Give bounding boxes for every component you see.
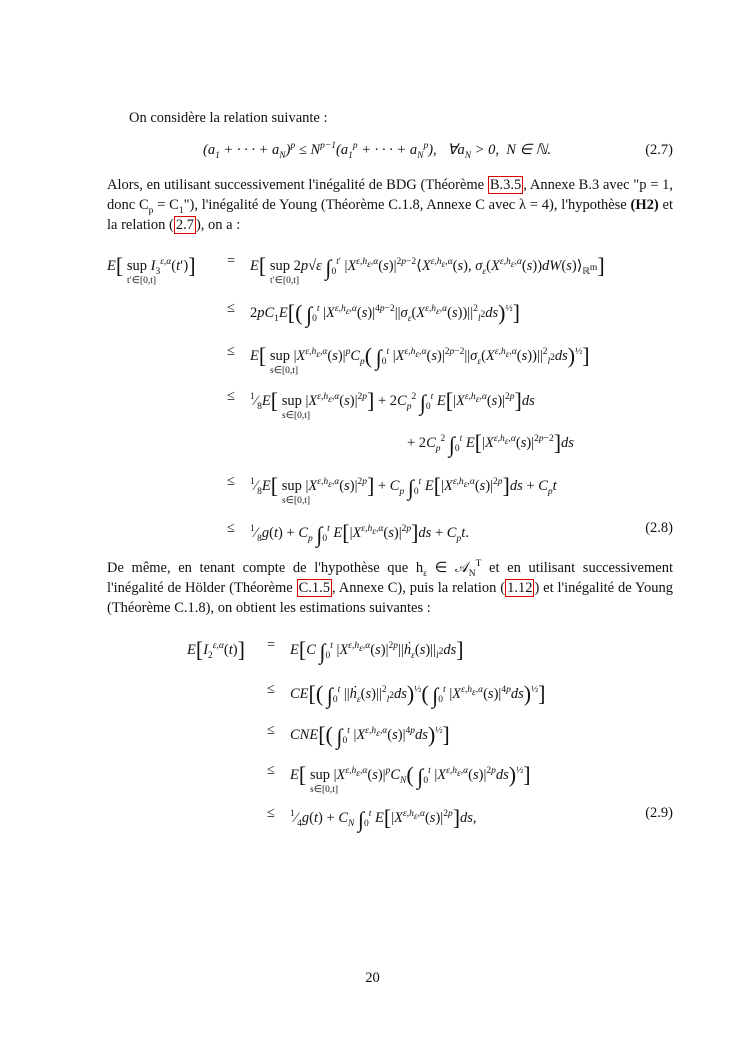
equation-2-7: ($a_1$ + · · · + $a_N)^p \le N^{p-1}(a_1^p$ + · · · + $a_N^p$), $\forall a_N > 0$, N ∈ ℕ. (203, 141, 551, 161)
paragraph-bdg: Alors, en utilisant successivement l'inégalité de BDG (Théorème B.3.5 , Annexe B.3 avec "p = 1, donc $C_p$ = $C_1$"), l'inégalité de Young (Théorème C.1.8, Annexe C avec λ = 4), l'hypothèse (H2) et la relation ( 2.7 ), on a : (107, 177, 673, 233)
eq29-line-1: E[C $\int_0^t$ $|X^{\varepsilon,h_\varepsilon,\alpha}(s)|^{2p}||ḣ_\varepsilon(s)||_{l^2}ds$] (290, 637, 464, 664)
ref-link-1-12[interactable]: 1.12 (507, 580, 533, 596)
eq28-lhs: E[ sup $I_3^{\varepsilon,\alpha}(t')$] t′∈[0,t] (107, 253, 196, 286)
equation-number-2-8: (2.8) (645, 520, 673, 536)
eq28-line-1: E[ sup 2p√ε $\int_0^{t'}$ $|X^{\varepsilon,h_\varepsilon,\alpha}(s)|^{2p-2}⟨X^{\varepsilon,h_\varepsilon,\alpha}(s)$, $\sigma_\varepsilon(X^{\varepsilon,h_\varepsilon,\alpha}(s))dW(s)⟩_{ℝ^m}$] t′∈[0,t] (250, 253, 605, 286)
eq29-line-5: $^1⁄_4g(t) + C_N$ $\int_0^t$ $E[|X^{\varepsilon,h_\varepsilon,\alpha}(s)|^{2p}]ds$, (290, 805, 477, 832)
equation-number-2-7: (2.7) (645, 142, 673, 158)
intro-text: On considère la relation suivante : (129, 110, 328, 126)
eq29-line-3: CNE[( $\int_0^t$ $|X^{\varepsilon,h_\varepsilon,\alpha}(s)|^{4p}ds)^{\frac{1}{2}}$] (290, 722, 450, 749)
eq28-line-2: $2pC_1E$[( $\int_0^t$ $|X^{\varepsilon,h_\varepsilon,\alpha}(s)|^{4p-2}||\sigma_\varepsilon(X^{\varepsilon,h_\varepsilon,\alpha}(s))||^2_{l^2}ds)^{\frac{1}{2}}$] (250, 300, 520, 327)
paragraph-holder: De même, en tenant compte de l'hypothèse que $h_\varepsilon$ ∈ 𝒜$_N^T$ et en utilisant successivement l'inégalité de Hölder (Théorème C.1.5 , Annexe C), puis la relation ( 1.12 ) et l'inégalité de Young (Théorème C.1.8), on obtient les estimations suivantes : (107, 559, 673, 616)
eq29-line-2: CE[( $\int_0^t$ $||ḣ_\varepsilon(s)||^2_{l^2}ds)^{\frac{1}{2}}$( $\int_0^t$ $|X^{\varepsilon,h_\varepsilon,\alpha}(s)|^{4p}ds)^{\frac{1}{2}}$] (290, 681, 546, 708)
eq29-lhs: $E[I_2^{\varepsilon,\alpha}(t)]$ (187, 637, 245, 662)
eq28-line-3: E[ sup $|X^{\varepsilon,h_\varepsilon,\alpha}(s)|^pC_p$( $\int_0^t$ $|X^{\varepsilon,h_\varepsilon,\alpha}(s)|^{2p-2}||\sigma_\varepsilon(X^{\varepsilon,h_\varepsilon,\alpha}(s))||^2_{l^2}ds)^{\frac{1}{2}}$] s∈[0,t] (250, 343, 590, 376)
equation-number-2-9: (2.9) (645, 805, 673, 821)
ref-link-2-7[interactable]: 2.7 (175, 217, 194, 233)
eq28-line-5: + $2C_p^2$ $\int_0^t$ $E[|X^{\varepsilon,h_\varepsilon,\alpha}(s)|^{2p-2}]ds$ (407, 430, 574, 457)
ref-link-c15[interactable]: C.1.5 (298, 580, 331, 596)
ref-link-b35[interactable]: B.3.5 (489, 177, 522, 193)
eq28-line-7: $^1⁄_8g(t) + C_p$ $\int_0^t$ $E[|X^{\varepsilon,h_\varepsilon,\alpha}(s)|^{2p}]ds + C_pt$. (250, 520, 469, 547)
eq29-line-4: E[ sup $|X^{\varepsilon,h_\varepsilon,\alpha}(s)|^pC_N$( $\int_0^t$ $|X^{\varepsilon,h_\varepsilon,\alpha}(s)|^{2p}ds)^{\frac{1}{2}}$] s∈[0,t] (290, 762, 531, 795)
eq28-line-6: $^1⁄_8E$[ sup $|X^{\varepsilon,h_\varepsilon,\alpha}(s)|^{2p}] + C_p$ $\int_0^t$ $E[|X^{\varepsilon,h_\varepsilon,\alpha}(s)|^{2p}]ds + C_pt$ s∈[0,t] (250, 473, 557, 506)
eq28-line-4: $^1⁄_8E$[ sup $|X^{\varepsilon,h_\varepsilon,\alpha}(s)|^{2p}] + 2C_p^2$ $\int_0^t$ $E[|X^{\varepsilon,h_\varepsilon,\alpha}(s)|^{2p}]ds$ s∈[0,t] (250, 388, 535, 421)
page-number: 20 (365, 970, 380, 986)
